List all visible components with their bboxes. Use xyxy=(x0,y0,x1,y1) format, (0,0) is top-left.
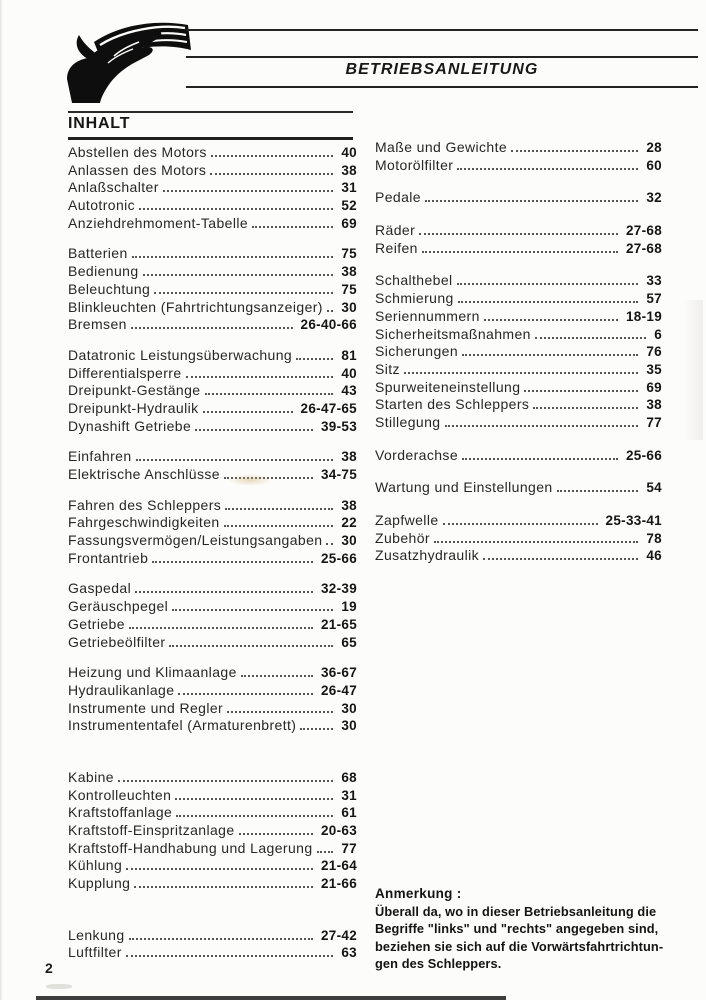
dot-leader xyxy=(154,292,333,294)
toc-entry-label: Heizung und Klimaanlage xyxy=(68,664,237,681)
toc-entry xyxy=(68,144,357,162)
toc-entry-label: Zapfwelle xyxy=(375,512,439,528)
toc-entry xyxy=(68,700,357,718)
dot-leader xyxy=(131,327,293,329)
dot-leader xyxy=(143,274,334,276)
toc-entry-label: Spurweiteneinstellung xyxy=(375,378,521,395)
toc-entry-label: Kühlung xyxy=(68,857,123,874)
toc-group xyxy=(375,479,662,497)
toc-entry-label: Kraftstoff-Handhabung und Lagerung xyxy=(68,839,313,856)
toc-entry xyxy=(375,479,662,497)
toc-entry xyxy=(68,448,357,466)
dot-leader xyxy=(462,458,618,460)
toc-right-column xyxy=(375,139,662,565)
toc-entry-label: Seriennummern xyxy=(375,307,480,324)
toc-entry xyxy=(375,157,662,175)
toc-entry-label: Instrumententafel (Armaturenbrett) xyxy=(68,717,297,734)
toc-entry-label: Reifen xyxy=(375,239,418,256)
toc-entry-label: Vorderachse xyxy=(375,446,459,463)
dot-leader xyxy=(458,301,639,303)
toc-entry-label: Schalthebel xyxy=(375,272,453,289)
dot-leader xyxy=(210,173,333,175)
dot-leader xyxy=(203,411,293,413)
toc-group xyxy=(375,447,662,465)
toc-left-column xyxy=(68,144,357,962)
toc-entry xyxy=(68,944,357,962)
toc-entry-label: Sicherheitsmaßnahmen xyxy=(375,325,531,342)
dot-leader xyxy=(136,459,334,461)
toc-entry xyxy=(375,396,662,414)
toc-heading: INHALT xyxy=(68,115,131,132)
toc-entry-pages: 69 xyxy=(646,379,662,395)
toc-entry xyxy=(68,598,357,616)
dot-leader xyxy=(139,208,333,210)
toc-group xyxy=(68,580,357,651)
toc-group xyxy=(68,927,357,962)
toc-entry-label: Anziehdrehmoment-Tabelle xyxy=(68,214,249,231)
toc-entry-pages: 81 xyxy=(341,347,357,363)
toc-entry xyxy=(68,497,357,515)
toc-entry-label: Datatronic Leistungsüberwachung xyxy=(68,346,293,363)
toc-entry xyxy=(68,804,357,822)
toc-group xyxy=(68,347,357,435)
toc-entry-pages: 34-75 xyxy=(320,467,357,482)
toc-entry-label: Kraftstoffanlage xyxy=(68,804,173,821)
dot-leader xyxy=(425,200,638,202)
dot-leader xyxy=(533,407,638,409)
toc-entry-label: Instrumente und Regler xyxy=(68,699,224,716)
toc-entry xyxy=(68,347,357,365)
toc-entry-label: Kupplung xyxy=(68,875,131,892)
note-block xyxy=(375,886,699,973)
toc-entry-pages: 77 xyxy=(341,840,357,856)
toc-entry-pages: 60 xyxy=(646,157,662,173)
dot-leader xyxy=(175,798,333,800)
toc-entry xyxy=(68,316,357,334)
toc-entry xyxy=(68,400,357,418)
toc-entry-pages: 35 xyxy=(646,361,662,377)
toc-entry-label: Frontantrieb xyxy=(68,549,149,566)
toc-entry xyxy=(375,379,662,397)
dot-leader xyxy=(129,938,313,940)
toc-entry-pages: 27-68 xyxy=(625,223,662,239)
toc-entry xyxy=(68,787,357,805)
toc-entry-label: Wartung und Einstellungen xyxy=(375,479,553,496)
header-rule-bottom xyxy=(186,86,698,88)
toc-entry xyxy=(68,514,357,532)
toc-entry xyxy=(68,281,357,299)
toc-entry-pages: 21-65 xyxy=(320,616,357,632)
note-line: Begriffe "links" und "rechts" angegeben sind, xyxy=(375,921,659,937)
toc-entry xyxy=(68,682,357,700)
toc-entry-label: Sicherungen xyxy=(375,343,459,360)
dot-leader xyxy=(135,591,313,593)
toc-entry-label: Starten des Schleppers xyxy=(375,396,530,413)
toc-entry xyxy=(68,418,357,436)
toc-entry xyxy=(68,299,357,317)
dot-leader xyxy=(484,319,618,321)
toc-group xyxy=(375,189,662,207)
toc-entry-label: Getriebeölfilter xyxy=(68,633,166,650)
dot-leader xyxy=(169,645,333,647)
toc-entry xyxy=(375,222,662,240)
dot-leader xyxy=(535,337,646,339)
toc-entry-label: Sitz xyxy=(375,360,400,377)
toc-entry-label: Geräuschpegel xyxy=(68,598,169,615)
toc-entry xyxy=(375,326,662,344)
toc-group xyxy=(68,144,357,232)
paper-stain xyxy=(228,474,272,486)
toc-entry-label: Lenkung xyxy=(68,926,125,943)
dot-leader xyxy=(483,558,638,560)
toc-entry-pages: 43 xyxy=(341,383,357,399)
toc-entry xyxy=(68,550,357,568)
toc-entry xyxy=(68,822,357,840)
toc-entry-pages: 19 xyxy=(341,599,357,615)
dot-leader xyxy=(227,711,333,713)
note-line: gen des Schleppers. xyxy=(375,956,502,972)
toc-group xyxy=(375,512,662,565)
dot-leader xyxy=(152,561,313,563)
toc-entry xyxy=(68,840,357,858)
hand-book-logo-icon xyxy=(64,15,192,103)
dot-leader xyxy=(457,168,638,170)
toc-entry xyxy=(68,215,357,233)
toc-entry xyxy=(375,414,662,432)
toc-entry xyxy=(68,616,357,634)
toc-group xyxy=(68,448,357,483)
toc-entry-pages: 31 xyxy=(341,180,357,196)
toc-entry-pages: 33 xyxy=(646,273,662,289)
toc-group xyxy=(375,272,662,431)
dot-leader xyxy=(186,376,334,378)
toc-entry-label: Getriebe xyxy=(68,615,125,632)
toc-entry-label: Einfahren xyxy=(68,448,132,465)
toc-entry xyxy=(375,240,662,258)
toc-entry-pages: 52 xyxy=(341,198,357,214)
toc-entry-pages: 78 xyxy=(646,530,662,546)
toc-entry-pages: 26-40-66 xyxy=(300,317,357,333)
toc-entry xyxy=(68,927,357,945)
toc-entry-pages: 25-66 xyxy=(625,447,662,463)
toc-entry-label: Anlaßschalter xyxy=(68,179,159,196)
dot-leader xyxy=(419,233,618,235)
toc-entry-pages: 61 xyxy=(341,805,357,821)
toc-entry-label: Gaspedal xyxy=(68,580,132,597)
toc-entry-pages: 38 xyxy=(341,497,357,513)
toc-entry-label: Zusatzhydraulik xyxy=(375,547,480,564)
dot-leader xyxy=(524,390,638,392)
toc-entry xyxy=(68,664,357,682)
toc-entry xyxy=(68,634,357,652)
toc-entry-label: Anlassen des Motors xyxy=(68,161,207,178)
toc-entry-pages: 46 xyxy=(646,548,662,564)
toc-entry-pages: 75 xyxy=(341,246,357,262)
toc-entry xyxy=(68,162,357,180)
toc-entry xyxy=(68,263,357,281)
toc-entry xyxy=(375,547,662,565)
toc-entry-pages: 57 xyxy=(646,291,662,307)
toc-entry-label: Kraftstoff-Einspritzanlage xyxy=(68,822,235,838)
dot-leader xyxy=(404,372,638,374)
toc-entry-label: Bedienung xyxy=(68,263,139,280)
toc-entry xyxy=(375,189,662,207)
toc-entry xyxy=(68,580,357,598)
toc-entry-label: Elektrische Anschlüsse xyxy=(68,466,220,482)
toc-entry xyxy=(68,857,357,875)
note-body xyxy=(375,903,699,973)
toc-entry-pages: 27-42 xyxy=(320,927,357,943)
toc-entry-label: Blinkleuchten (Fahrtrichtungsanzeiger) xyxy=(68,298,323,315)
toc-entry xyxy=(375,139,662,157)
toc-entry xyxy=(375,361,662,379)
note-line: Überall da, wo in dieser Betriebsanleitung die xyxy=(375,904,657,919)
dot-leader xyxy=(445,425,639,427)
dot-leader xyxy=(326,543,333,545)
dot-leader xyxy=(172,609,333,611)
toc-group xyxy=(68,769,357,893)
dot-leader xyxy=(118,780,333,782)
toc-entry-pages: 75 xyxy=(341,281,357,297)
toc-entry-pages: 65 xyxy=(341,634,357,650)
toc-entry-pages: 38 xyxy=(341,264,357,280)
toc-entry xyxy=(68,717,357,735)
toc-entry-pages: 20-63 xyxy=(320,823,357,838)
toc-entry-pages: 18-19 xyxy=(625,308,662,324)
toc-entry-pages: 30 xyxy=(341,700,357,716)
toc-entry xyxy=(68,532,357,550)
page-edge-shadow xyxy=(683,300,703,440)
toc-entry-label: Hydraulikanlage xyxy=(68,681,175,698)
dot-leader xyxy=(126,955,334,957)
toc-heading-rule-top xyxy=(68,111,353,113)
toc-entry-pages: 32 xyxy=(646,190,662,206)
toc-entry xyxy=(68,245,357,263)
toc-entry-pages: 69 xyxy=(341,215,357,231)
toc-entry xyxy=(68,365,357,383)
toc-group xyxy=(68,497,357,568)
dot-leader xyxy=(434,541,638,543)
toc-entry-pages: 21-64 xyxy=(320,858,357,874)
header-rule-middle xyxy=(186,56,698,58)
toc-entry-pages: 38 xyxy=(341,162,357,178)
toc-entry-pages: 30 xyxy=(341,718,357,734)
toc-entry xyxy=(68,769,357,787)
note-title: Anmerkung : xyxy=(375,886,462,901)
dot-leader xyxy=(296,358,333,360)
toc-entry xyxy=(68,466,357,484)
toc-entry-label: Stillegung xyxy=(375,413,441,430)
dot-leader xyxy=(300,728,333,730)
dot-leader xyxy=(163,190,334,192)
toc-entry-pages: 36-67 xyxy=(320,665,357,681)
toc-entry-pages: 6 xyxy=(654,326,662,342)
toc-entry-pages: 40 xyxy=(341,145,357,160)
scan-edge-artifact xyxy=(36,996,506,1000)
toc-entry-pages: 39-53 xyxy=(320,418,357,434)
header-rule-top xyxy=(186,29,698,31)
toc-entry-pages: 63 xyxy=(341,945,357,961)
toc-entry-label: Motorölfilter xyxy=(375,156,454,173)
toc-entry-pages: 26-47 xyxy=(320,682,357,698)
dot-leader xyxy=(462,354,638,356)
toc-entry-label: Fahrgeschwindigkeiten xyxy=(68,514,220,531)
toc-entry-label: Zubehör xyxy=(375,529,430,546)
toc-entry-label: Maße und Gewichte xyxy=(375,139,508,155)
toc-entry-label: Abstellen des Motors xyxy=(68,144,207,160)
toc-group xyxy=(375,139,662,174)
toc-entry xyxy=(375,290,662,308)
dot-leader xyxy=(132,256,334,258)
toc-entry-label: Kabine xyxy=(68,768,114,785)
dot-leader xyxy=(195,429,313,431)
dot-leader xyxy=(176,815,333,817)
paper-smudge xyxy=(46,984,72,989)
dot-leader xyxy=(317,851,334,853)
toc-group xyxy=(68,245,357,333)
dot-leader xyxy=(241,675,313,677)
toc-entry xyxy=(375,343,662,361)
toc-entry xyxy=(375,530,662,548)
toc-entry-pages: 77 xyxy=(646,414,662,430)
toc-entry-label: Pedale xyxy=(375,189,421,206)
toc-entry-label: Fassungsvermögen/Leistungsangaben xyxy=(68,532,323,549)
toc-entry-label: Luftfilter xyxy=(68,944,122,961)
toc-entry-pages: 68 xyxy=(341,769,357,785)
dot-leader xyxy=(126,868,313,870)
toc-entry xyxy=(375,512,662,530)
toc-entry-pages: 26-47-65 xyxy=(300,400,357,416)
toc-entry-pages: 25-33-41 xyxy=(605,513,662,528)
toc-entry-label: Dreipunkt-Hydraulik xyxy=(68,399,199,416)
toc-entry-pages: 54 xyxy=(646,480,662,496)
toc-entry-pages: 28 xyxy=(646,140,662,155)
toc-entry-pages: 76 xyxy=(646,344,662,360)
dot-leader xyxy=(239,833,313,835)
toc-entry-pages: 40 xyxy=(341,365,357,381)
toc-entry-label: Differentialsperre xyxy=(68,364,182,381)
dot-leader xyxy=(129,627,313,629)
toc-entry-label: Fahren des Schleppers xyxy=(68,496,222,513)
dot-leader xyxy=(205,393,334,395)
toc-entry xyxy=(68,197,357,215)
dot-leader xyxy=(422,251,618,253)
toc-entry-label: Bremsen xyxy=(68,316,127,333)
toc-entry-pages: 25-66 xyxy=(320,550,357,566)
toc-entry xyxy=(375,447,662,465)
toc-entry-label: Dynashift Getriebe xyxy=(68,417,192,434)
toc-entry-pages: 32-39 xyxy=(320,581,357,597)
page-number: 2 xyxy=(45,960,53,976)
toc-entry-label: Batterien xyxy=(68,245,128,262)
dot-leader xyxy=(224,525,334,527)
dot-leader xyxy=(457,283,639,285)
toc-entry-pages: 30 xyxy=(341,299,357,315)
dot-leader xyxy=(443,523,598,525)
note-line: beziehen sie sich auf die Vorwärtsfahrtrichtun- xyxy=(375,938,664,954)
dot-leader xyxy=(511,150,638,152)
toc-entry-pages: 38 xyxy=(341,449,357,465)
dot-leader xyxy=(252,226,333,228)
toc-entry-pages: 22 xyxy=(341,515,357,531)
toc-entry-pages: 31 xyxy=(341,787,357,803)
dot-leader xyxy=(225,508,333,510)
manual-title: BETRIEBSANLEITUNG xyxy=(345,61,539,78)
toc-entry-label: Kontrolleuchten xyxy=(68,786,172,803)
toc-entry xyxy=(68,382,357,400)
toc-entry xyxy=(68,179,357,197)
toc-entry xyxy=(375,308,662,326)
toc-entry-label: Autotronic xyxy=(68,197,136,214)
toc-entry-pages: 30 xyxy=(341,533,357,549)
toc-entry-label: Räder xyxy=(375,222,416,239)
dot-leader xyxy=(178,693,313,695)
toc-entry-pages: 38 xyxy=(646,397,662,413)
toc-heading-rule-bottom xyxy=(68,137,353,140)
toc-entry-pages: 27-68 xyxy=(625,240,662,256)
dot-leader xyxy=(327,310,334,312)
dot-leader xyxy=(557,490,639,492)
toc-entry-pages: 21-66 xyxy=(320,876,357,892)
dot-leader xyxy=(134,886,313,888)
toc-entry-label: Dreipunkt-Gestänge xyxy=(68,382,201,399)
toc-entry-label: Schmierung xyxy=(375,290,454,307)
toc-group xyxy=(68,664,357,735)
toc-entry xyxy=(68,875,357,893)
toc-entry xyxy=(375,272,662,290)
toc-entry-label: Beleuchtung xyxy=(68,280,151,297)
toc-group xyxy=(375,222,662,257)
dot-leader xyxy=(211,155,334,157)
